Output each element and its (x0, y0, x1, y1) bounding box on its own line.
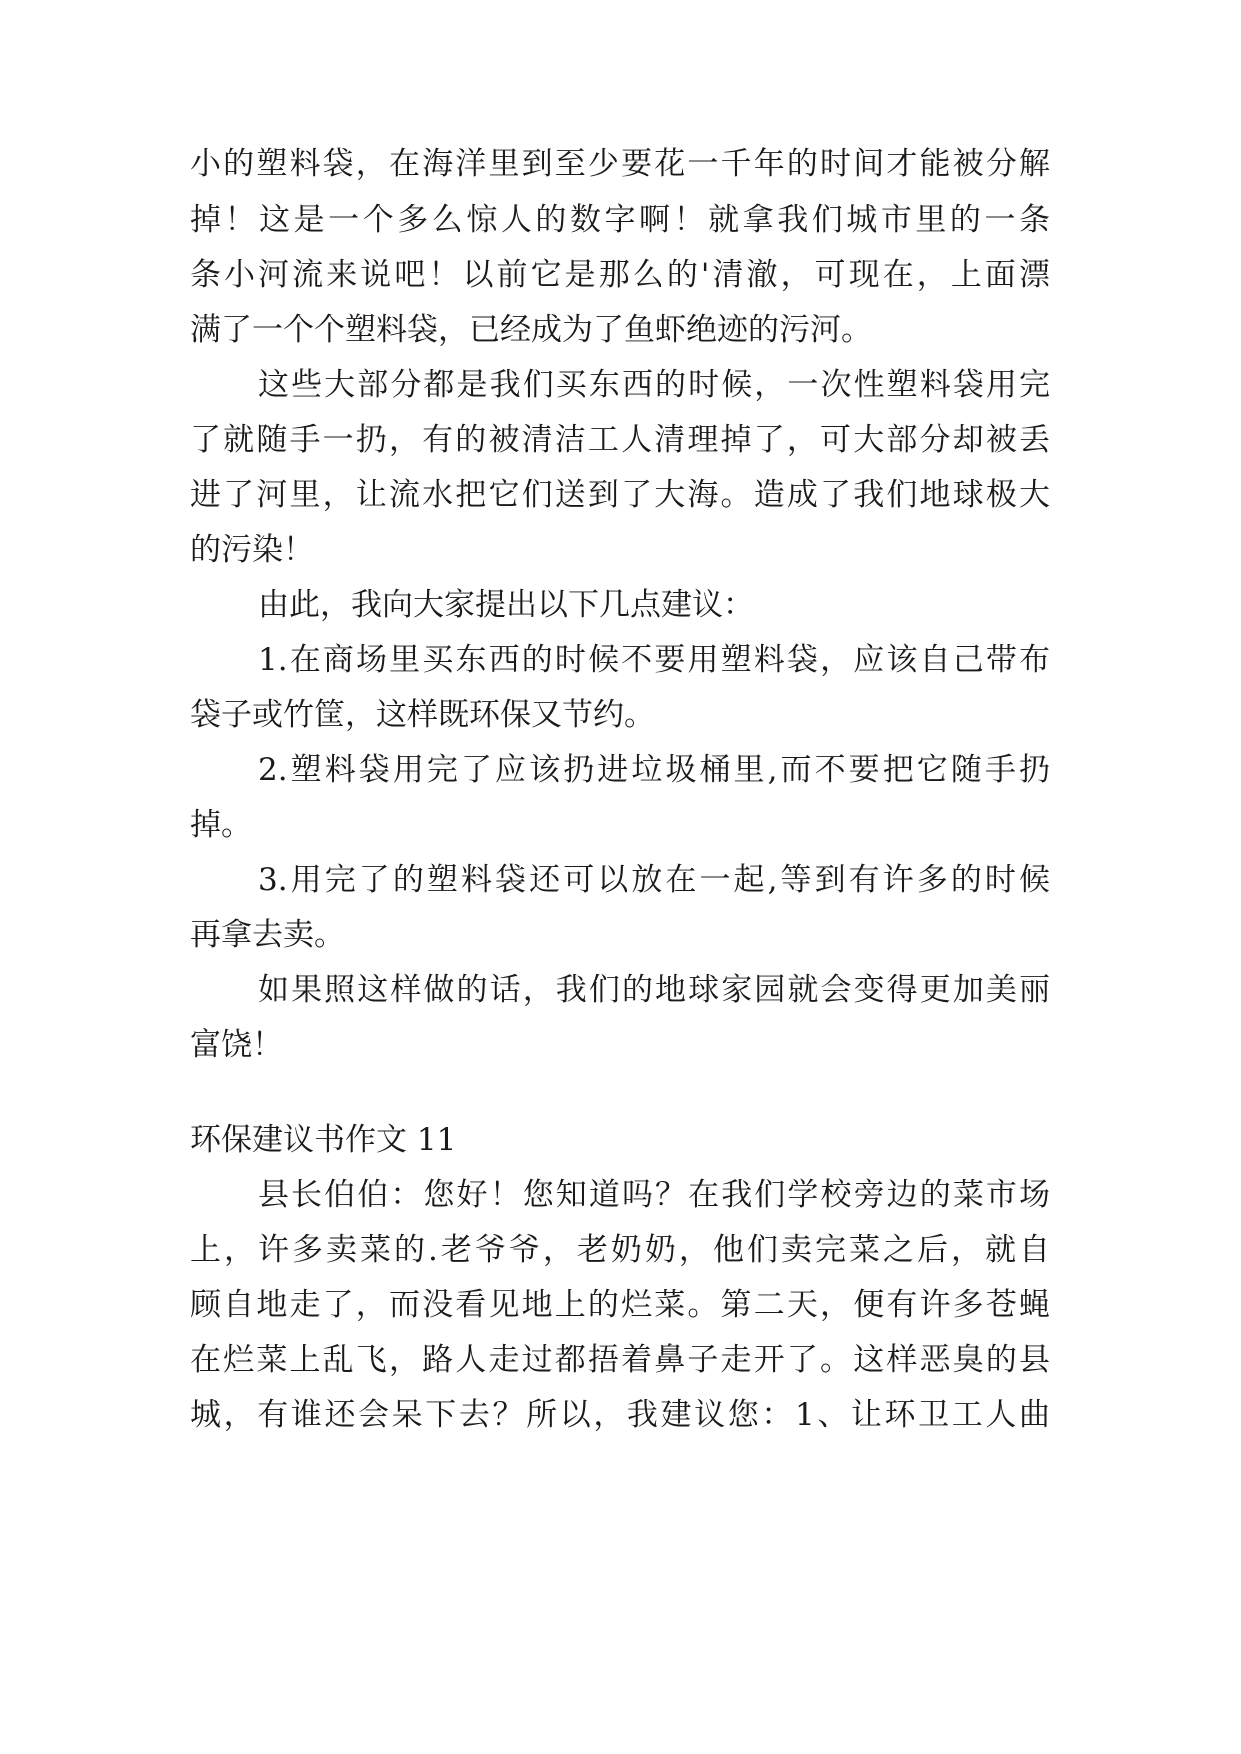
paragraph-line: 掉。 (190, 807, 252, 843)
paragraph-line: 的污染！ (190, 532, 314, 568)
suggestion-item-1: 1.在商场里买东西的时候不要用塑料袋，应该自己带布 (258, 642, 1050, 678)
suggestion-item-2: 2.塑料袋用完了应该扔进垃圾桶里,而不要把它随手扔 (258, 752, 1050, 788)
paragraph-line: 由此，我向大家提出以下几点建议： (258, 587, 754, 623)
paragraph-line: 进了河里，让流水把它们送到了大海。造成了我们地球极大 (190, 477, 1050, 513)
paragraph-line: 这些大部分都是我们买东西的时候，一次性塑料袋用完 (258, 367, 1050, 403)
paragraph-line: 条小河流来说吧！以前它是那么的'清澈，可现在，上面漂 (190, 257, 1050, 293)
paragraph-line: 富饶！ (190, 1027, 283, 1063)
section-title: 环保建议书作文 11 (190, 1122, 457, 1158)
paragraph-line: 如果照这样做的话，我们的地球家园就会变得更加美丽 (258, 972, 1050, 1008)
paragraph-line: 了就随手一扔，有的被清洁工人清理掉了，可大部分却被丢 (190, 422, 1050, 458)
paragraph-line: 县长伯伯：您好！您知道吗？在我们学校旁边的菜市场 (258, 1177, 1050, 1213)
paragraph-line: 掉！这是一个多么惊人的数字啊！就拿我们城市里的一条 (190, 202, 1050, 238)
paragraph-line: 再拿去卖。 (190, 917, 345, 953)
paragraph-line: 顾自地走了，而没看见地上的烂菜。第二天，便有许多苍蝇 (190, 1287, 1050, 1323)
paragraph-line: 上，许多卖菜的.老爷爷，老奶奶，他们卖完菜之后，就自 (190, 1232, 1050, 1268)
paragraph-line: 城，有谁还会呆下去？所以，我建议您：1、让环卫工人曲 (190, 1397, 1050, 1433)
paragraph-line: 在烂菜上乱飞，路人走过都捂着鼻子走开了。这样恶臭的县 (190, 1342, 1050, 1378)
paragraph-line: 满了一个个塑料袋，已经成为了鱼虾绝迹的污河。 (190, 312, 872, 348)
paragraph-line: 小的塑料袋，在海洋里到至少要花一千年的时间才能被分解 (190, 146, 1050, 182)
paragraph-line: 袋子或竹筐，这样既环保又节约。 (190, 697, 655, 733)
suggestion-item-3: 3.用完了的塑料袋还可以放在一起,等到有许多的时候 (258, 862, 1050, 898)
